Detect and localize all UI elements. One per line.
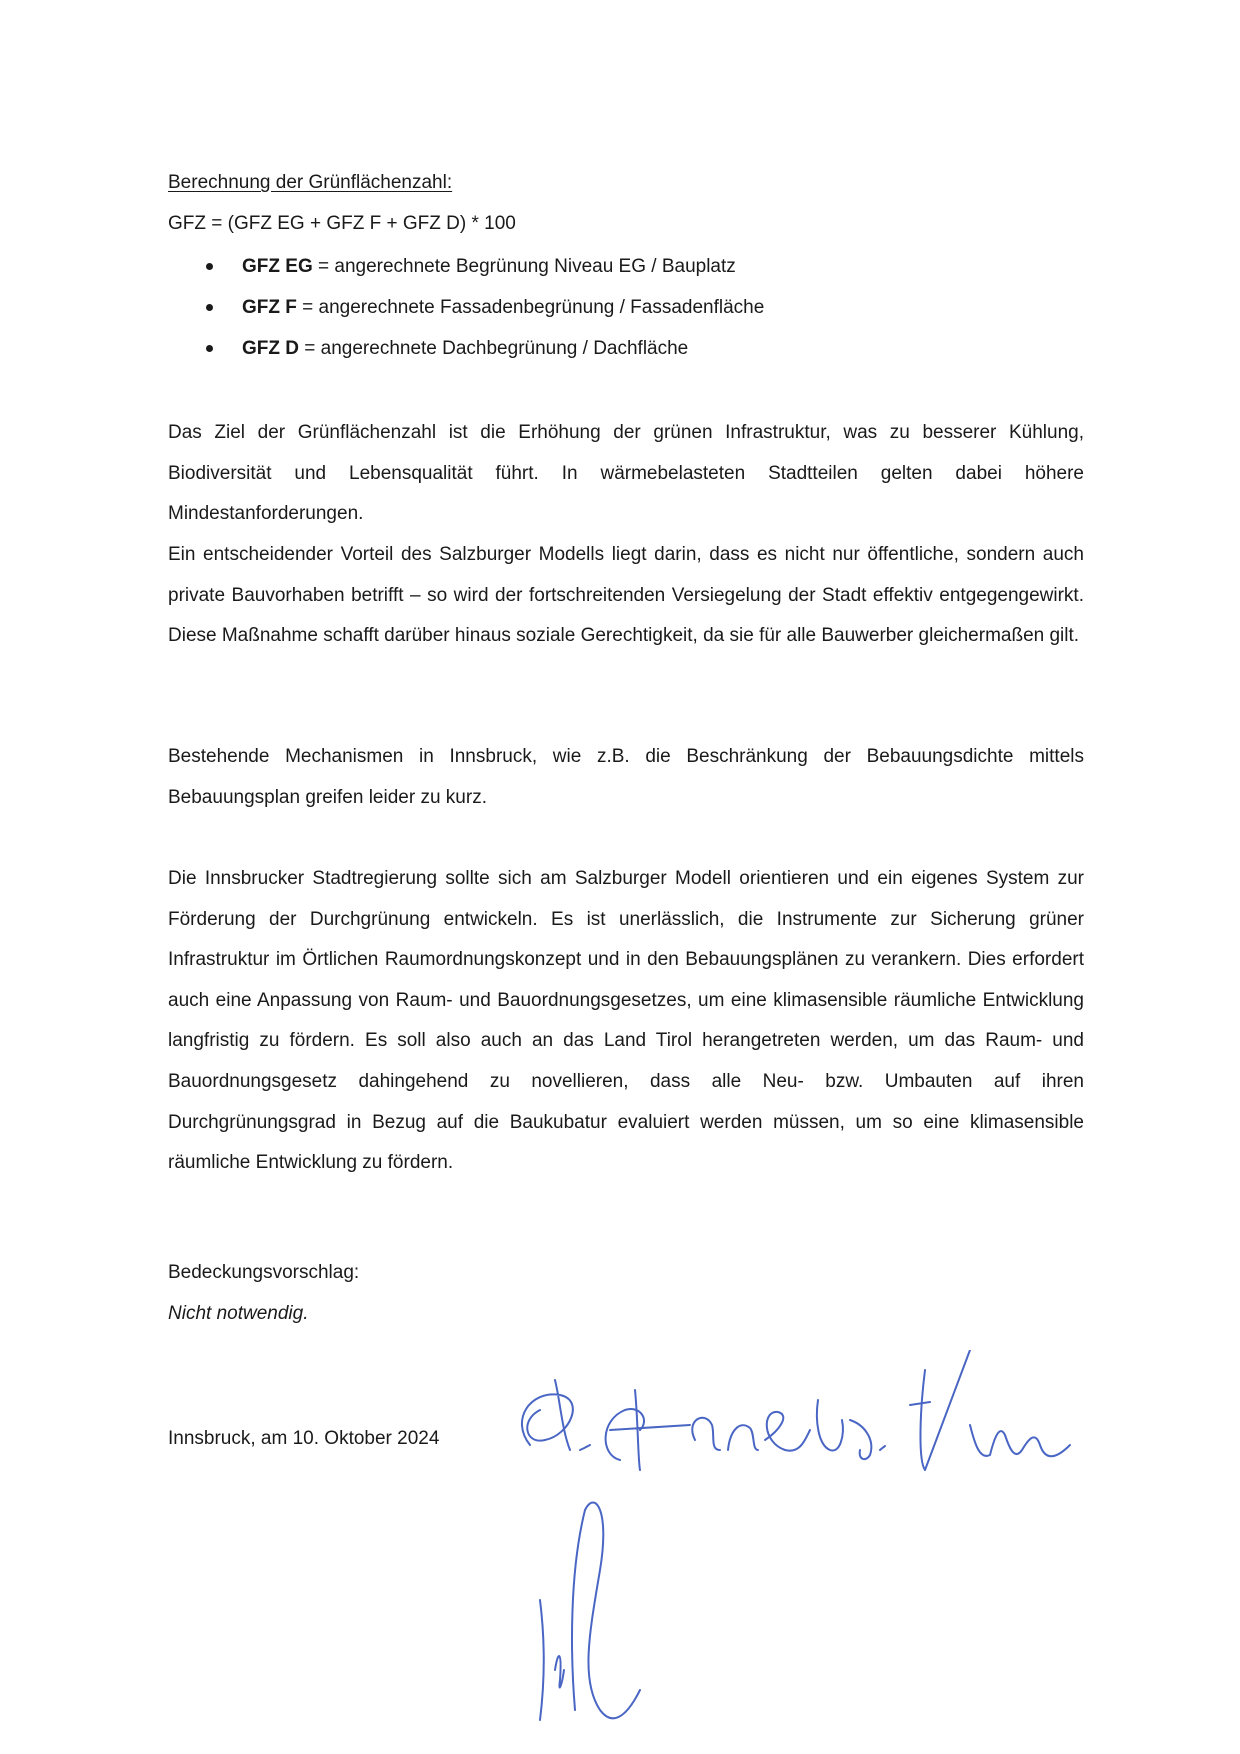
paragraph-goal: Das Ziel der Grünflächenzahl ist die Erhöhung der grünen Infrastruktur, was zu besserer Kühlung, Biodiversität und Lebensqualität führt. In wärmebelasteten Stadtteilen gelten dabei höhere Mindestanforderungen.	[168, 422, 1084, 525]
signature-stroke	[910, 1350, 970, 1470]
signature-stroke	[606, 1390, 690, 1470]
signature-stroke	[817, 1400, 843, 1451]
place-and-date: Innsbruck, am 10. Oktober 2024	[168, 1428, 440, 1449]
paragraph-advantage: Ein entscheidender Vorteil des Salzburger Modells liegt darin, dass es nicht nur öffentliche, sondern auch private Bauvorhaben betrifft – so wird der fortschreitenden Versiegelung der Stadt effektiv entgegengewirkt. Diese Maßnahme schafft darüber hinaus soziale Gerechtigkeit, da sie für alle Bauwerber gleichermaßen gilt.	[168, 544, 1084, 647]
signature-stroke	[880, 1446, 885, 1450]
definition: = angerechnete Dachbegrünung / Dachfläche	[299, 338, 689, 359]
list-item	[168, 296, 764, 337]
handwritten-signature	[500, 1350, 1180, 1730]
signature-stroke	[692, 1418, 720, 1450]
signature-stroke	[540, 1600, 544, 1720]
signature-stroke	[765, 1412, 810, 1451]
gfz-formula: GFZ = (GFZ EG + GFZ F + GFZ D) * 100	[168, 213, 516, 234]
signature-stroke	[850, 1420, 871, 1459]
definition: = angerechnete Fassadenbegrünung / Fassadenfläche	[296, 297, 765, 318]
signature-stroke	[572, 1503, 640, 1719]
term: GFZ EG	[242, 256, 313, 277]
signature-stroke	[522, 1380, 573, 1450]
signature-stroke	[580, 1445, 590, 1450]
list-item	[168, 337, 764, 378]
signature-stroke	[970, 1425, 1070, 1456]
cover-proposal-label: Bedeckungsvorschlag:	[168, 1262, 360, 1283]
signature-stroke	[555, 1656, 564, 1687]
term: GFZ F	[242, 297, 297, 318]
paragraph-proposal: Die Innsbrucker Stadtregierung sollte sich am Salzburger Modell orientieren und ein eigenes System zur Förderung der Durchgrünung entwickeln. Es ist unerlässlich, die Instrumente zur Sicherung grüner Infrastruktur im Örtlichen Raumordnungskonzept und in den Bebauungsplänen zu verankern. Dies erfordert auch eine Anpassung von Raum- und Bauordnungsgesetzes, um eine klimasensible räumliche Entwicklung langfristig zu fördern. Es soll also auch an das Land Tirol herangetreten werden, um das Raum- und Bauordnungsgesetz dahingehend zu novellieren, dass alle Neu- bzw. Umbauten auf ihren Durchgrünungsgrad in Bezug auf die Baukubatur evaluiert werden müssen, um so eine klimasensible räumliche Entwicklung zu fördern.	[168, 868, 1084, 1174]
cover-proposal-value: Nicht notwendig.	[168, 1303, 309, 1324]
list-item	[168, 255, 764, 296]
definition: = angerechnete Begrünung Niveau EG / Bauplatz	[312, 256, 736, 277]
paragraph-existing-mechanisms: Bestehende Mechanismen in Innsbruck, wie z.B. die Beschränkung der Bebauungsdichte mittels Bebauungsplan greifen leider zu kurz.	[168, 746, 1084, 808]
term: GFZ D	[242, 338, 299, 359]
signature-stroke	[728, 1425, 758, 1450]
section-heading: Berechnung der Grünflächenzahl:	[168, 172, 453, 193]
formula-definitions-list	[168, 255, 764, 378]
